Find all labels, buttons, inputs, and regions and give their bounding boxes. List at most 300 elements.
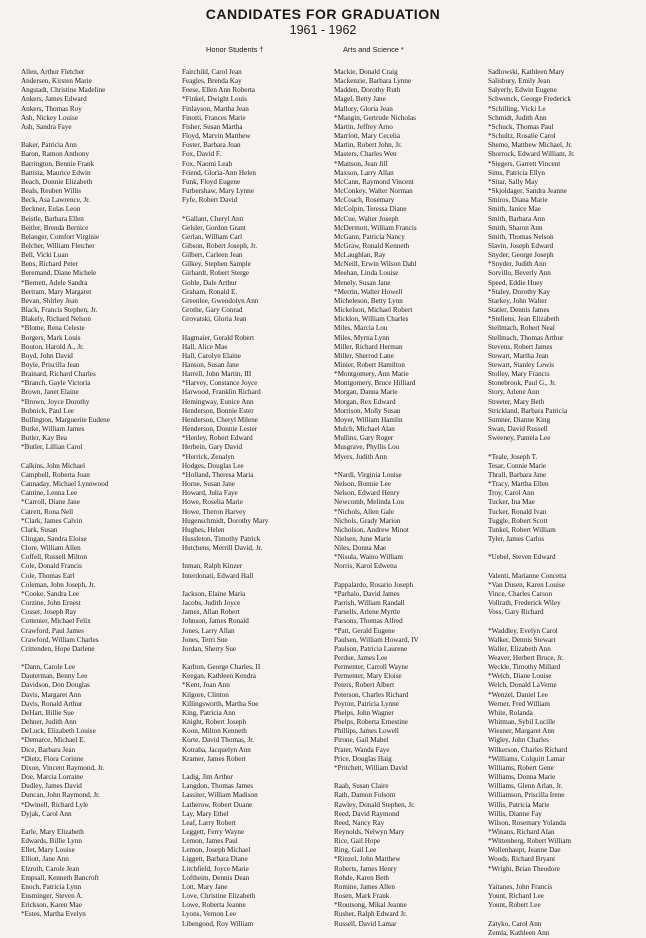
graduate-name: Mallory, Gloria Jean xyxy=(334,104,393,113)
graduate-name: Masters, Charles Wen xyxy=(334,150,397,159)
graduate-name: Koon, Milton Kenneth xyxy=(182,727,247,736)
graduate-name: Miles, Myrna Lynn xyxy=(334,333,390,342)
graduate-name: *Staley, Dorothy Kay xyxy=(488,287,551,296)
graduate-name: *Brown, Joyce Dorothy xyxy=(21,397,90,406)
graduate-name: Interdonati, Edward Hall xyxy=(182,571,254,580)
graduate-name: Rosen, Mark Frank xyxy=(334,892,390,901)
graduate-name: Zatyko, Carol Ann xyxy=(488,919,542,928)
group-spacer xyxy=(182,764,344,773)
graduate-name: Martin, Robert John, Jr. xyxy=(334,141,402,150)
graduate-name: Shorrock, Edward William, Jr. xyxy=(488,150,575,159)
graduate-name: Nicholson, Andrew Minot xyxy=(334,525,409,534)
graduate-name: McConkey, Walter Norman xyxy=(334,187,413,196)
graduate-name: Jones, Terri Sue xyxy=(182,635,228,644)
graduate-name: Davis, Ronald Arthur xyxy=(21,699,83,708)
graduate-name: Weckle, Timothy Millard xyxy=(488,663,561,672)
graduate-name: Henderson, Bonnie Ester xyxy=(182,406,254,415)
graduate-name: Micheleson, Betty Lynn xyxy=(334,296,403,305)
graduate-name: McNeill, Erwin Wilson Dahl xyxy=(334,260,417,269)
name-column-1 xyxy=(21,68,183,920)
graduate-name: Beals, Reuben Willis xyxy=(21,187,82,196)
graduate-name: *Siegers, Garrett Vincent xyxy=(488,159,561,168)
graduate-name: Black, Francis Stephen, Jr. xyxy=(21,306,98,315)
graduate-name: Pappalardo, Rosario Joseph xyxy=(334,580,414,589)
graduate-name: Libengood, Roy William xyxy=(182,919,254,928)
graduate-name: *Finkel, Dwight Louis xyxy=(182,95,247,104)
graduate-name: Butler, Kay Bea xyxy=(21,434,67,443)
graduate-name: Ash, Sandra Faye xyxy=(21,122,72,131)
graduate-name: Friend, Gloria-Ann Helen xyxy=(182,168,256,177)
graduate-name: Hagmaier, Gerald Robert xyxy=(182,333,255,342)
graduate-name: Burke, William James xyxy=(21,425,85,434)
graduate-name: *Kent, Joan Ann xyxy=(182,681,230,690)
graduate-name: Inman, Ralph Kinzer xyxy=(182,562,243,571)
graduate-name: Rohde, Karen Beth xyxy=(334,873,389,882)
graduate-name: Morrison, Molly Susan xyxy=(334,406,401,415)
graduate-name: Sweeney, Pamela Lee xyxy=(488,434,551,443)
graduate-name: Hussleton, Timothy Patrick xyxy=(182,534,261,543)
graduate-name: Pirone, Gail Mabel xyxy=(334,736,389,745)
graduate-name: Davidson, Don Douglas xyxy=(21,681,90,690)
graduate-name: Peters, Robert Albert xyxy=(334,681,395,690)
graduate-name: DeHart, Billie Sue xyxy=(21,708,74,717)
graduate-name: Wollenhaupt, Jeanne Dae xyxy=(488,846,561,855)
graduate-name: Finotti, Frances Marie xyxy=(182,113,246,122)
graduate-name: Phelps, John Wagner xyxy=(334,708,394,717)
graduate-name: Paulson, Patricia Laurene xyxy=(334,644,408,653)
graduate-name: Erickson, Karen Mae xyxy=(21,901,82,910)
graduate-name: Dudley, James David xyxy=(21,782,82,791)
graduate-name: Smith, Janice Mae xyxy=(488,205,541,214)
graduate-name: Tunkel, Robert William xyxy=(488,525,556,534)
graduate-name: Cole, Thomas Earl xyxy=(21,571,75,580)
graduate-name: *Merrin, Walter Howell xyxy=(334,287,403,296)
graduate-name: Miller, Sherrod Lane xyxy=(334,351,394,360)
graduate-name: Voss, Gary Richard xyxy=(488,608,544,617)
graduate-name: Wilson, Rosemary Yolanda xyxy=(488,818,566,827)
graduate-name: Boyle, Priscilla Jean xyxy=(21,361,80,369)
graduate-name: Jacobs, Judith Joyce xyxy=(182,599,241,608)
graduate-name: Hall, Carolyn Elaine xyxy=(182,351,241,360)
graduate-name: Lassiter, William Madison xyxy=(182,791,258,800)
graduate-name: Beitler, Brenda Bernice xyxy=(21,223,89,232)
group-spacer xyxy=(488,544,646,553)
graduate-name: Whitman, Sybil Lucille xyxy=(488,718,556,727)
graduate-name: Marriott, Mary Cecelia xyxy=(334,132,401,141)
graduate-name: Schwenck, George Frederick xyxy=(488,95,571,104)
graduate-name: Beckner, Eulas Leon xyxy=(21,205,81,214)
graduate-name: Ensminger, Steven A. xyxy=(21,892,83,901)
graduate-name: Lowe, Roberta Jeanne xyxy=(182,901,246,910)
graduate-name: Clingan, Sandra Eloise xyxy=(21,534,87,543)
graduate-name: Tucker, Ronald Ivan xyxy=(488,507,547,516)
graduate-name: McGann, Patricia Nancy xyxy=(334,232,405,241)
graduate-name: Dice, Barbara Jean xyxy=(21,745,76,754)
graduate-name: Yaitanes, John Francis xyxy=(488,882,553,891)
graduate-name: Moyer, William Hamlin xyxy=(334,415,403,424)
graduate-name: Stonebrook, Paul G., Jr. xyxy=(488,379,557,388)
graduate-name: Gilbert, Carleen Jean xyxy=(182,251,243,260)
graduate-name: Bouton, Harold A., Jr. xyxy=(21,342,84,351)
graduate-name: Permenter, Carroll Wayne xyxy=(334,663,409,672)
graduate-name: Menely, Susan Jane xyxy=(334,278,391,287)
graduate-name: Horne, Susan Jane xyxy=(182,480,235,489)
graduate-name: Lemon, Joseph Michael xyxy=(182,846,251,855)
graduate-name: Bevan, Shirley Jean xyxy=(21,296,78,305)
graduate-name: Phillips, James Lowell xyxy=(334,727,399,736)
graduate-name: *Stellens, Jean Elizabeth xyxy=(488,315,560,324)
graduate-name: Slavin, Joseph Edward xyxy=(488,241,554,250)
graduate-name: *Sitar, Sally May xyxy=(488,177,538,186)
graduate-name: Micklon, William Charles xyxy=(334,315,409,324)
name-column-4 xyxy=(488,68,646,938)
group-spacer xyxy=(21,819,183,828)
graduate-name: Langdon, Thomas James xyxy=(182,782,254,791)
graduate-name: McColpin, Teressa Diane xyxy=(334,205,407,214)
graduate-name: Magel, Betty Jane xyxy=(334,95,386,104)
graduate-name: Ladig, Jim Arthur xyxy=(182,773,233,782)
group-spacer xyxy=(488,874,646,883)
graduate-name: Beremand, Diane Michele xyxy=(21,269,97,278)
graduate-name: Lemon, James Paul xyxy=(182,837,238,846)
graduate-name: Ash, Nickey Louise xyxy=(21,113,78,122)
graduate-name: Beach, Donnie Elizabeth xyxy=(21,177,93,186)
graduate-name: Myers, Judith Ann xyxy=(334,452,387,461)
graduate-name: Martin, Jeffrey Arno xyxy=(334,122,393,131)
group-spacer xyxy=(334,773,496,782)
graduate-name: Ring, Gail Lee xyxy=(334,846,377,855)
graduate-name: *Teale, Joseph T. xyxy=(488,452,538,461)
graduate-name: DeLuck, Elizabeth Louise xyxy=(21,727,96,736)
graduate-name: *Cooke, Sandra Lee xyxy=(21,589,80,598)
graduate-name: Belcher, William Fletcher xyxy=(21,241,95,250)
graduate-name: Kramer, James Robert xyxy=(182,754,246,763)
graduate-name: *Waddley, Evelyn Carol xyxy=(488,626,558,635)
graduate-name: Girhardt, Robert Sterge xyxy=(182,269,250,278)
graduate-name: *Pritchett, William David xyxy=(334,763,408,772)
graduate-name: Newcomb, Melinda Lou xyxy=(334,498,405,507)
graduate-name: Yount, Robert Lee xyxy=(488,901,541,910)
group-spacer xyxy=(488,562,646,571)
graduate-name: Davis, Margaret Ann xyxy=(21,690,81,699)
graduate-name: Permenter, Mary Eloise xyxy=(334,672,402,681)
graduate-name: *Nisula, Waino William xyxy=(334,553,403,562)
group-spacer xyxy=(21,132,183,141)
graduate-name: Earle, Mary Elizabeth xyxy=(21,827,84,836)
graduate-name: Herbein, Gary David xyxy=(182,443,243,452)
graduate-name: Corzine, John Ernest xyxy=(21,599,81,608)
graduate-name: Yount, Richard Lee xyxy=(488,892,544,901)
graduate-name: Sims, Patricia Ellyn xyxy=(488,168,545,177)
group-spacer xyxy=(182,324,344,333)
graduate-name: Rusher, Ralph Edward Jr. xyxy=(334,910,407,919)
graduate-name: Thrall, Barbara Jane xyxy=(488,470,547,479)
graduate-name: Waller, Elizabeth Ann xyxy=(488,644,551,653)
graduate-name: Allen, Arthur Fletcher xyxy=(21,68,85,76)
graduate-name: *Wittenberg, Robert William xyxy=(488,837,572,846)
graduate-name: Duncan, John Raymond, Jr. xyxy=(21,791,100,800)
graduate-name: Madden, Dorothy Ruth xyxy=(334,86,401,95)
graduate-name: Swan, David Russell xyxy=(488,425,548,434)
graduate-name: Stewart, Martha Jean xyxy=(488,351,549,360)
graduate-name: Doe, Marcia Lorraine xyxy=(21,773,84,782)
graduate-name: *Butler, Lillian Carol xyxy=(21,443,83,452)
graduate-name: Ellet, Mary Louise xyxy=(21,846,75,855)
group-spacer xyxy=(182,654,344,663)
graduate-name: *Clark, James Calvin xyxy=(21,516,83,525)
graduate-name: Clore, William Allen xyxy=(21,544,81,553)
graduate-name: Latherow, Robert Duane xyxy=(182,800,253,809)
graduate-name: Ankers, Thomas Roy xyxy=(21,104,82,113)
graduate-name: Meehan, Linda Louise xyxy=(334,269,399,278)
graduate-name: *Tracy, Martha Ellen xyxy=(488,480,549,489)
graduate-name: McGraw, Ronald Kenneth xyxy=(334,241,410,250)
graduate-name: Funk, Floyd Eugene xyxy=(182,177,241,186)
graduate-name: Dauterman, Benny Lee xyxy=(21,672,88,681)
graduate-name: Campbell, Roberta Joan xyxy=(21,470,90,479)
graduate-name: *Snyder, Judith Ann xyxy=(488,260,547,269)
graduate-name: Fisher, Susan Martha xyxy=(182,122,243,131)
graduate-name: Kilgore, Clinton xyxy=(182,690,229,699)
graduate-name: Tuggle, Robert Scott xyxy=(488,516,548,525)
graduate-name: Kotraba, Jacquelyn Ann xyxy=(182,745,251,754)
graduate-name: *Dietz, Flora Corinne xyxy=(21,754,84,763)
graduate-name: Fox, David F. xyxy=(182,150,222,159)
graduate-name: *Bernett, Adele Sandra xyxy=(21,278,88,287)
graduate-name: Parsells, Arlene Myrtle xyxy=(334,608,401,617)
graduate-name: Starkey, John Walter xyxy=(488,296,547,305)
graduate-name: Williams, Donna Marie xyxy=(488,773,556,782)
graduate-name: Hanson, Susan Jane xyxy=(182,361,239,369)
graduate-name: Coleman, John Joseph, Jr. xyxy=(21,580,96,589)
graduate-name: Harrell, John Martin, III xyxy=(182,370,252,379)
graduate-name: Salyerly, Edwin Eugene xyxy=(488,86,557,95)
graduate-name: Willis, Patricia Marie xyxy=(488,800,550,809)
graduate-name: Loftheim, Dennis Dean xyxy=(182,873,250,882)
group-spacer xyxy=(21,654,183,663)
graduate-name: Feagles, Brenda Kay xyxy=(182,77,242,86)
graduate-name: Morgan, Danna Marie xyxy=(334,388,398,397)
graduate-name: Mullins, Gary Roger xyxy=(334,434,394,443)
graduate-name: Hugenschmidt, Dorothy Mary xyxy=(182,516,269,525)
graduate-name: *Carroll, Diane Jane xyxy=(21,498,80,507)
graduate-name: *Uebel, Steven Edward xyxy=(488,553,556,562)
graduate-name: Hutchens, Merrill David, Jr. xyxy=(182,544,263,553)
graduate-name: Calkins, John Michael xyxy=(21,461,86,470)
graduate-name: *Demarce, Michael E. xyxy=(21,736,86,745)
graduate-name: *Parhalo, David James xyxy=(334,589,400,598)
graduate-name: James, Allan Robert xyxy=(182,608,240,617)
graduate-name: Romine, James Allen xyxy=(334,882,395,891)
graduate-name: Norris, Karol Edwena xyxy=(334,562,397,571)
graduate-name: Barrington, Bennie Frank xyxy=(21,159,95,168)
graduate-name: Andersen, Kirsten Marie xyxy=(21,77,92,86)
graduate-name: Prater, Wanda Faye xyxy=(334,745,390,754)
graduate-name: Coffell, Russell Milton xyxy=(21,553,87,562)
graduate-name: Bertram, Mary Margaret xyxy=(21,287,92,296)
arts-and-science-legend: Arts and Science * xyxy=(343,45,404,54)
graduate-name: *Holland, Theresa Maria xyxy=(182,470,254,479)
graduate-name: *Henley, Robert Edward xyxy=(182,434,253,443)
graduate-name: Edwards, Billie Lynn xyxy=(21,837,82,846)
graduate-name: Zemla, Kathleen Ann xyxy=(488,928,550,937)
graduate-name: Keegan, Kathleen Kendra xyxy=(182,672,256,681)
graduate-name: Litchfield, Joyce Marie xyxy=(182,864,249,873)
graduate-name: *Williams, Colquitt Lamar xyxy=(488,754,565,763)
graduate-name: Perdue, James Lee xyxy=(334,654,388,662)
graduate-name: Mickelson, Michael Robert xyxy=(334,306,413,315)
graduate-name: Bell, Vicki Luan xyxy=(21,251,69,260)
graduate-name: Cosser, Joseph Ray xyxy=(21,608,77,617)
graduate-name: Stolley, Mary Francis xyxy=(488,370,550,379)
graduate-name: Sadlowski, Kathleen Mary xyxy=(488,68,565,76)
graduate-name: *Routsong, Mikal Jeanne xyxy=(334,901,407,910)
graduate-name: Leggett, Ferry Wayne xyxy=(182,827,245,836)
graduate-name: *Schuck, Thomas Paul xyxy=(488,122,554,131)
graduate-name: Love, Christine Elizabeth xyxy=(182,892,256,901)
graduate-name: Weaver, Herbert Bruce, Jr. xyxy=(488,654,564,662)
graduate-name: Walker, Dennis Stewart xyxy=(488,635,556,644)
graduate-name: Johnson, James Ronald xyxy=(182,617,249,626)
graduate-name: Crawford, Paul James xyxy=(21,626,84,635)
graduate-name: Raab, Susan Claire xyxy=(334,782,389,791)
graduate-name: Henderson, Donnie Lester xyxy=(182,425,258,434)
graduate-name: Feese, Ellen Ann Roberta xyxy=(182,86,255,95)
graduate-name: *Blome, Rena Celeste xyxy=(21,324,85,333)
graduate-name: Clark, Susan xyxy=(21,525,58,534)
graduate-name: Tyler, James Carlos xyxy=(488,534,545,543)
graduate-name: Rawley, Donald Stephen, Jr. xyxy=(334,800,415,809)
graduate-name: Shemo, Matthew Michael, Jr. xyxy=(488,141,573,150)
graduate-name: Mackenzie, Barbara Lynne xyxy=(334,77,412,86)
graduate-name: Rath, Damon Folsom xyxy=(334,791,396,800)
graduate-name: Lott, Mary Jane xyxy=(182,882,228,891)
graduate-name: Smith, Sharon Ann xyxy=(488,223,543,232)
graduate-name: Boyd, John David xyxy=(21,351,73,360)
graduate-name: Statler, Dennis James xyxy=(488,306,550,315)
graduate-name: Smith, Thomas Nelson xyxy=(488,232,554,241)
graduate-name: Howe, Theron Harvey xyxy=(182,507,246,516)
graduate-name: *Schultz, Rosalie Carol xyxy=(488,132,556,141)
graduate-name: *Montgomery, Ann Marie xyxy=(334,370,409,379)
group-spacer xyxy=(334,572,496,581)
graduate-name: Angstadt, Christine Madeline xyxy=(21,86,106,95)
graduate-name: Fyfe, Robert David xyxy=(182,196,238,205)
graduate-name: White, Rolanda xyxy=(488,708,533,717)
graduate-name: Peterson, Charles Richard xyxy=(334,690,409,699)
graduate-name: Karlton, George Charles, II xyxy=(182,663,261,672)
graduate-name: Liggett, Barbara Diane xyxy=(182,855,248,864)
graduate-name: Lay, Mary Ethel xyxy=(182,809,229,818)
graduate-name: Nichols, Grady Marion xyxy=(334,516,401,525)
graduate-name: Wiesner, Margaret Ann xyxy=(488,727,555,736)
graduate-name: Troy, Carol Ann xyxy=(488,489,535,498)
graduate-name: Howard, Julia Faye xyxy=(182,489,238,498)
graduate-name: *Patt, Gerald Eugene xyxy=(334,626,395,635)
graduate-name: Knight, Robert Joseph xyxy=(182,718,247,727)
graduate-name: Enoch, Patricia Lynn xyxy=(21,882,82,891)
graduate-name: Peyton, Patricia Lynne xyxy=(334,699,399,708)
graduate-name: Sumner, Dianne King xyxy=(488,415,551,424)
graduate-name: Parsons, Thomas Alfred xyxy=(334,617,403,626)
graduate-name: Catrett, Rona Nell xyxy=(21,507,74,516)
graduate-name: Floyd, Marvin Matthew xyxy=(182,132,251,141)
graduate-name: *Wenzel, Daniel Lee xyxy=(488,690,548,699)
graduate-name: Nelson, Edward Henry xyxy=(334,489,400,498)
school-years: 1961 - 1962 xyxy=(289,23,357,37)
graduate-name: Willis, Dianne Fay xyxy=(488,809,542,818)
graduate-name: Leaf, Larry Robert xyxy=(182,818,236,827)
graduate-name: Empsall, Kenneth Bancroft xyxy=(21,873,99,882)
graduate-name: Stevens, Robert James xyxy=(488,342,553,351)
graduate-name: Blakely, Richard Nelson xyxy=(21,315,91,324)
graduate-name: *Nardi, Virginia Louise xyxy=(334,470,402,479)
graduate-name: Streeter, Mary Beth xyxy=(488,397,545,406)
graduate-name: Jones, Larry Allan xyxy=(182,626,235,635)
graduate-name: McCoach, Rosemary xyxy=(334,196,395,205)
graduate-name: Bens, Richard Peter xyxy=(21,260,78,269)
graduate-name: *Schilling, Vicki Le xyxy=(488,104,546,113)
graduate-name: Tucker, Ina Mae xyxy=(488,498,535,507)
graduate-name: Woods, Richard Bryant xyxy=(488,855,556,864)
graduate-name: Cannaday, Michael Lynnwood xyxy=(21,480,109,489)
graduate-name: Bubnick, Paul Lee xyxy=(21,406,74,415)
graduate-name: Killingsworth, Martha Sue xyxy=(182,699,259,708)
honor-students-legend: Honor Students † xyxy=(206,45,264,54)
graduate-name: *Dann, Carole Lee xyxy=(21,663,76,672)
graduate-name: Furbershaw, Mary Lynne xyxy=(182,187,254,196)
graduate-name: Beck, Asa Lawrence, Jr. xyxy=(21,196,90,205)
graduate-name: Price, Douglas Haig xyxy=(334,754,392,763)
graduate-name: *Wright, Brian Theodore xyxy=(488,864,560,873)
graduate-name: Roberts, James Henry xyxy=(334,864,397,873)
graduate-name: Williams, Glenn Arlan, Jr. xyxy=(488,782,563,791)
graduate-name: Cantine, Lenna Lee xyxy=(21,489,78,498)
graduate-name: Stewart, Stanley Lewis xyxy=(488,361,555,369)
graduate-name: Beistle, Barbara Ellen xyxy=(21,214,84,223)
graduate-name: Reed, David Raymond xyxy=(334,809,400,818)
graduate-name: Paulsen, William Howard, IV xyxy=(334,635,419,644)
graduate-name: Korte, David Thomas, Jr. xyxy=(182,736,255,745)
graduate-name: Phelps, Roberta Ernestine xyxy=(334,718,408,727)
graduate-name: *Van Dusen, Karen Louise xyxy=(488,580,565,589)
graduate-name: Cole, Donald Francis xyxy=(21,562,82,571)
graduate-name: Maxson, Larry Allan xyxy=(334,168,394,177)
graduate-name: Niles, Donna Mae xyxy=(334,544,387,553)
graduate-name: Baker, Patricia Ann xyxy=(21,141,77,150)
graduate-name: Foster, Barbara Joan xyxy=(182,141,241,150)
graduate-name: *Skjoldager, Sandra Jeanne xyxy=(488,187,567,196)
graduate-name: *Gallant, Cheryl Ann xyxy=(182,214,244,223)
graduate-name: Miles, Marcia Lou xyxy=(334,324,388,333)
graduate-name: Cottenier, Michael Felix xyxy=(21,617,91,626)
graduate-name: King, Patricia Ann xyxy=(182,708,236,717)
graduate-name: *Branch, Gayle Victoria xyxy=(21,379,91,388)
graduate-name: Goble, Dale Arthur xyxy=(182,278,237,287)
graduate-name: McCann, Raymond Vincent xyxy=(334,177,414,186)
graduate-name: Lyons, Vernon Lee xyxy=(182,910,237,919)
graduate-name: Nelson, Bonnie Lee xyxy=(334,480,391,489)
graduate-name: Musgrave, Phyllis Lou xyxy=(334,443,400,452)
graduate-name: Nielsen, June Marie xyxy=(334,534,392,543)
graduate-name: Jordan, Sherry Sue xyxy=(182,644,237,653)
graduate-name: Wigley, John Charles xyxy=(488,736,549,745)
graduate-name: Ankers, James Edward xyxy=(21,95,87,104)
graduate-name: McLaughlan, Ray xyxy=(334,251,386,260)
graduate-name: *Harvey, Constance Joyce xyxy=(182,379,258,388)
graduate-name: Stellmach, Robert Neal xyxy=(488,324,555,333)
group-spacer xyxy=(334,462,496,471)
